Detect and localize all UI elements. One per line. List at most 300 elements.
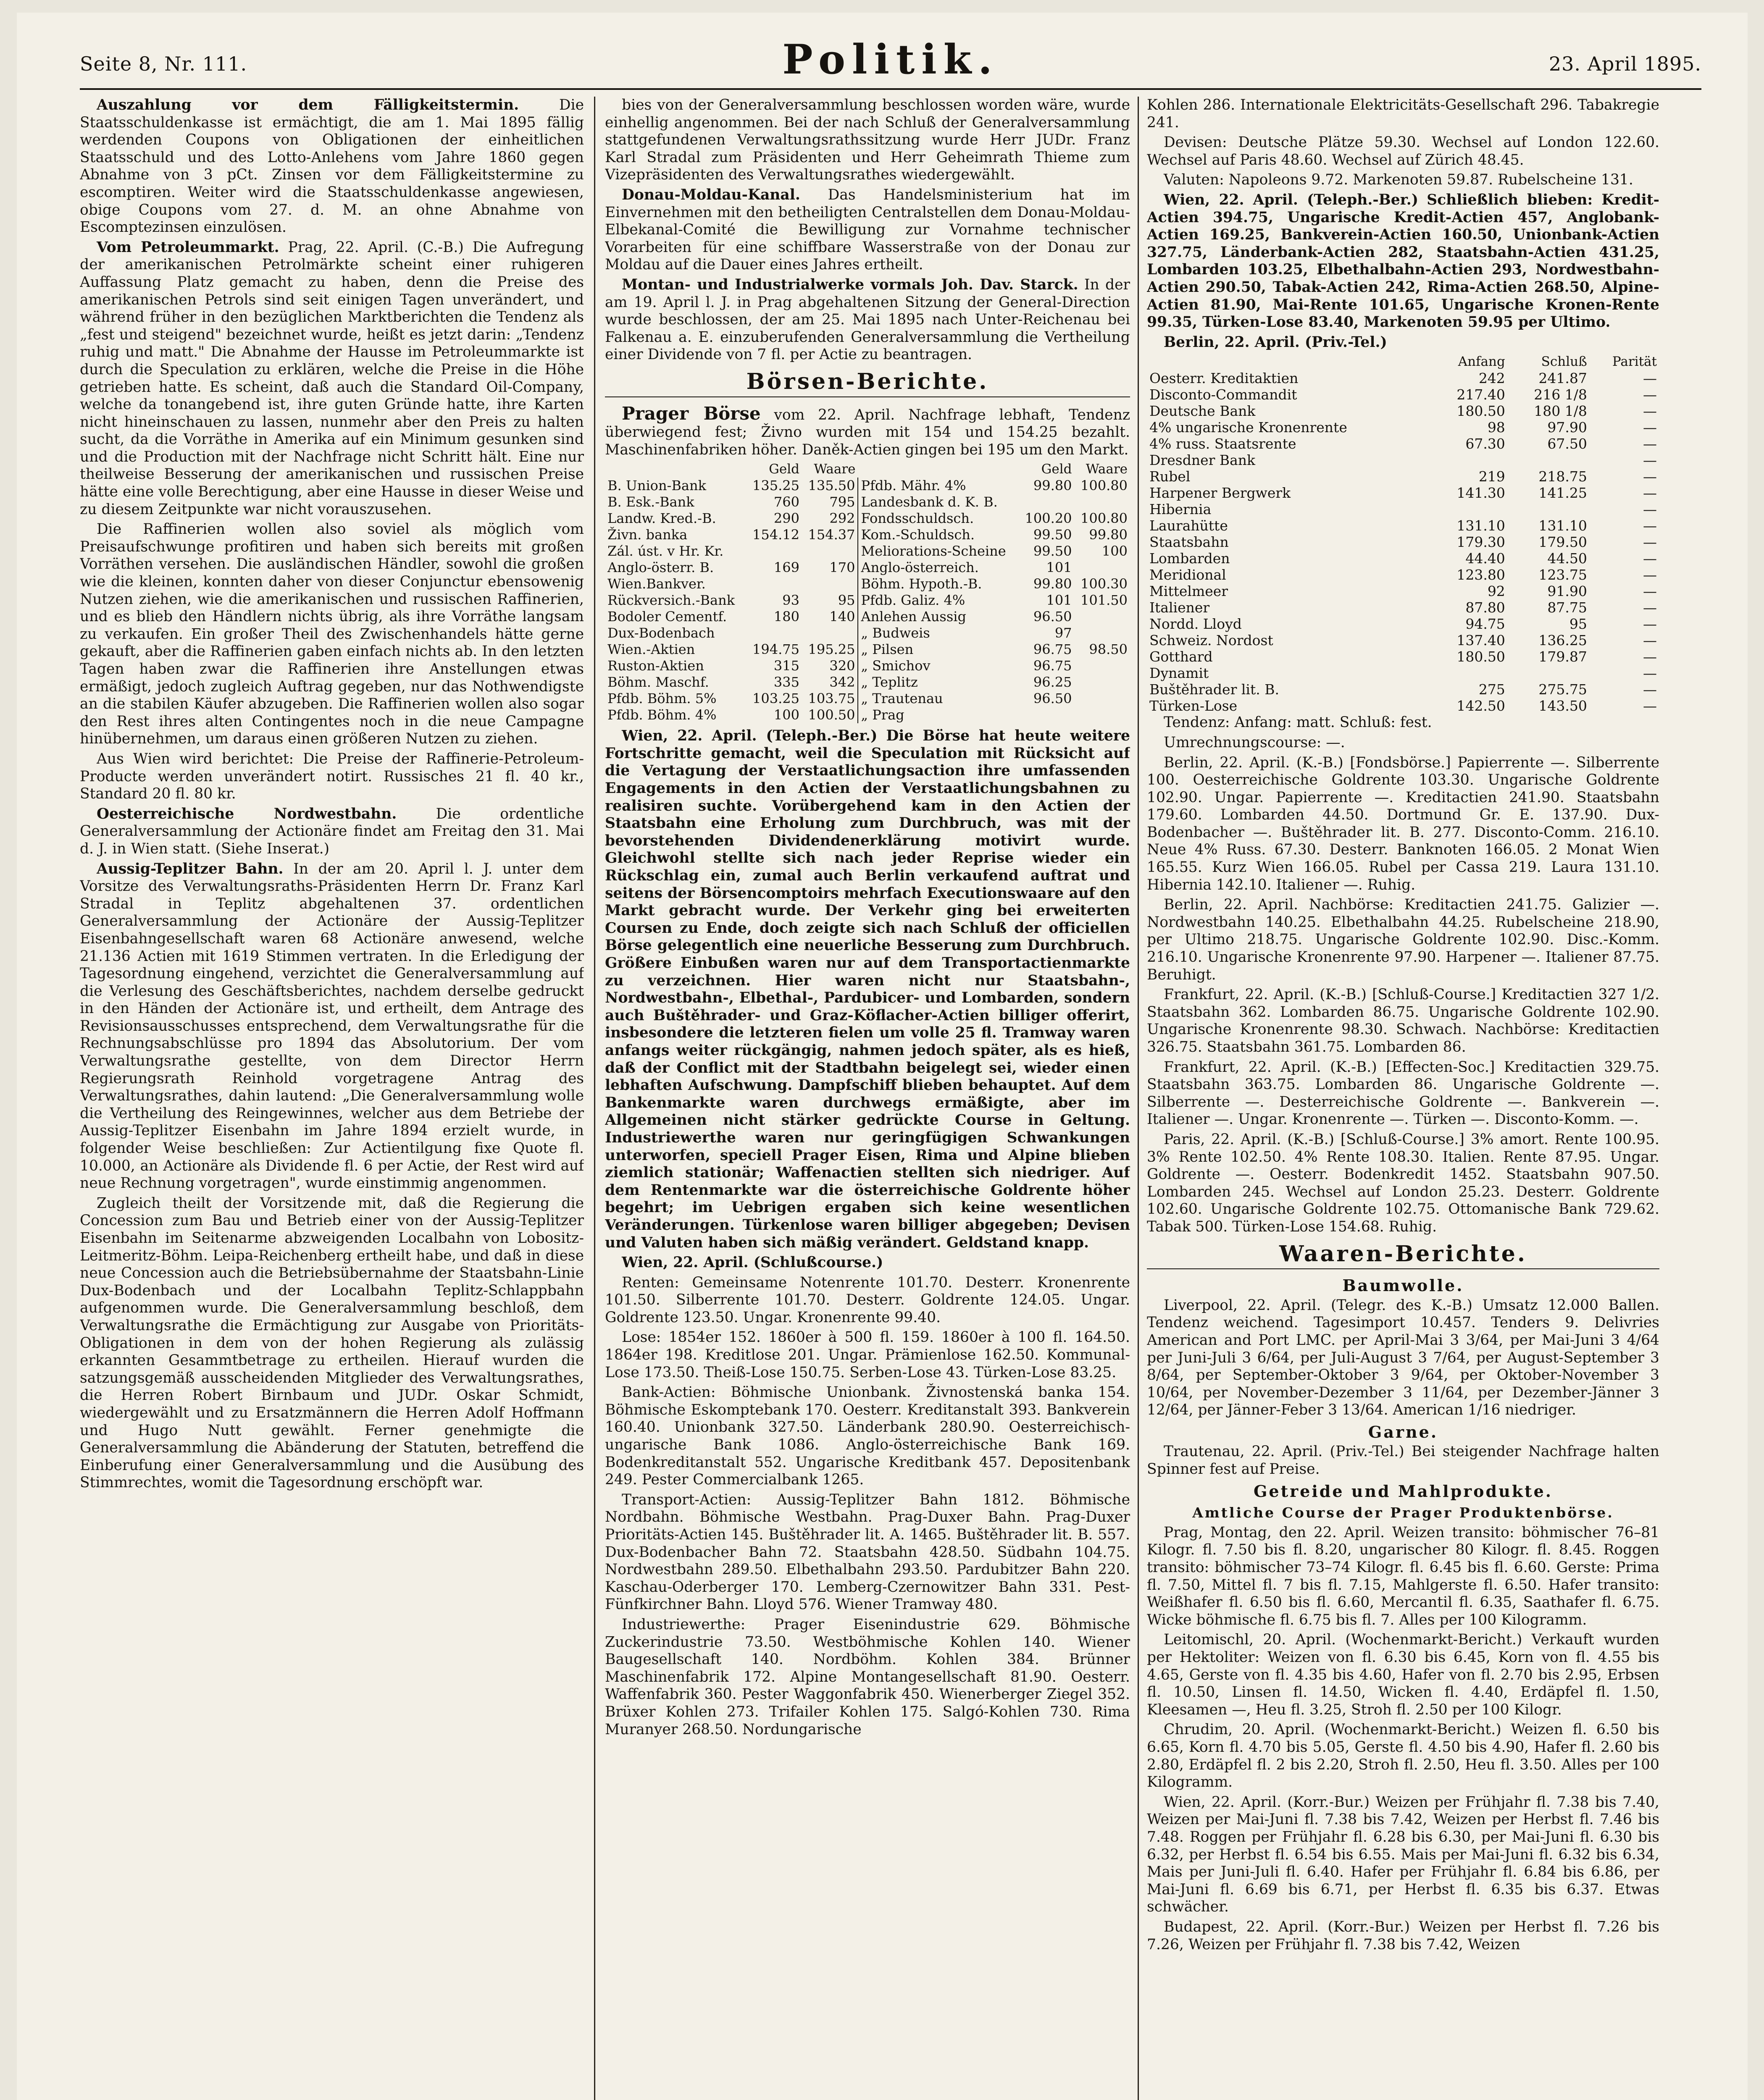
table-cell: Anlehen Aussig (858, 609, 1019, 625)
article-body: In der am 19. April l. J. in Prag abgehaltenen Sitzung der General-Direction wurde beschlossen, der am 25. Mai 1895 nach Unter-Reichenau bei Falkenau a. E. einzuberufenden Generalversammlung die Vertheilung einer Dividende von 7 fl. per Actie zu beantragen. (605, 276, 1130, 363)
table-cell: 136.25 (1538, 632, 1587, 649)
quote-lose: Lose: 1854er 152. 1860er à 500 fl. 159. 1860er à 100 fl. 164.50. 1864er 198. Kreditlose 201. Ungar. Prämienlose 162.50. Kommunal-Lose 173.50. Theiß-Lose 150.75. Serben-Lose 43. Türken-Lose 83.25. (605, 1329, 1130, 1381)
section-heading-waaren: Waaren-Berichte. (1147, 1245, 1659, 1270)
prague-quotes-table (605, 461, 1130, 723)
column-3 (1147, 97, 1659, 2100)
table-cell: Italiener (1149, 599, 1210, 616)
table-cell: — (1643, 616, 1657, 633)
table-row (1147, 534, 1659, 550)
table-row (605, 543, 1130, 559)
table-cell: Dux-Bodenbach (607, 625, 715, 641)
table-cell (802, 576, 858, 592)
table-cell (1075, 658, 1130, 674)
column-header: Geld (769, 462, 799, 477)
table-cell: 100.30 (1080, 576, 1128, 592)
quote-transport: Transport-Actien: Aussig-Teplitzer Bahn 1812. Böhmische Nordbahn. Böhmische Westbahn. Prag-Duxer Bahn. Prag-Duxer Prioritäts-Actien 145. Buštěhrader lit. A. 1465. Buštěhrader lit. B. 557. Dux-Bodenbacher Bahn 72. Staatsbahn 428.50. Südbahn 104.75. Nordwestbahn 289.50. Elbethalbahn 293.50. Pardubitzer Bahn 220. Kaschau-Oderberger 170. Lemberg-Czernowitzer Bahn 331. Pest-Fünfkirchner Bahn. Lloyd 576. Wiener Tramway 480. (605, 1491, 1130, 1613)
table-cell: — (1643, 599, 1657, 616)
table-cell: Dynamit (1149, 665, 1209, 682)
article-body: Die Staatsschuldenkasse ist ermächtigt, die am 1. Mai 1895 fällig werdenden Coupons von Obligationen der einheitlichen Staatsschuld und des Lotto-Anlehens vom Jahre 1860 gegen Abnahme von 3 pCt. Zinsen vor dem Fälligkeitstermine zu escomptiren. Weiter wird die Staatsschuldenkasse angewiesen, obige Coupons vom 27. d. M. an ohne Abnahme von Escomptezinsen einzulösen. (80, 97, 584, 236)
table-cell: 93 (782, 592, 799, 609)
table-cell: B. Esk.-Bank (607, 494, 694, 510)
table-cell: 218.75 (1538, 468, 1587, 485)
article-body: vom 22. April. Nachfrage lebhaft, Tendenz überwiegend fest; Živno wurden mit 154 und 154.25 bezahlt. Maschinenfabriken höher. Daněk-Actien gingen bei 195 um den Markt. (605, 406, 1130, 458)
table-cell: „ Smichov (858, 658, 1019, 674)
article-body: In der am 20. April l. J. unter dem Vorsitze des Verwaltungsraths-Präsidenten Herrn Dr. Franz Karl Stradal in Teplitz abgehaltenen 37. ordentlichen Generalversammlung der Actionäre der Aussig-Teplitzer Eisenbahngesellschaft waren 68 Actionäre anwesend, welche 21.136 Actien mit 1619 Stimmen vertraten. In die Erledigung der Tagesordnung eingehend, verzichtet die Generalversammlung auf die Verlesung des Geschäftsberichtes, nachdem derselbe gedruckt in den Händen der Actionäre ist, und ertheilt, dem Antrage des Revisionsausschusses entsprechend, dem Verwaltungsrathe für die Rechnungsabschlüsse pro 1894 das Absolutorium. Der vom Verwaltungsrathe gestellte, von dem Director Herrn Regierungsrath Reinhold vorgetragene Antrag des Verwaltungsrathes, dahin lautend: „Die Generalversammlung wolle die Vertheilung des Reingewinnes, welcher aus dem Betriebe der Aussig-Teplitzer Eisenbahn im Jahre 1894 erzielt wurde, in folgender Weise beschließen: Zur Actientilgung fixe Quote fl. 10.000, an Actionäre als Dividende fl. 6 per Actie, der Rest wird auf neue Rechnung vorgetragen", wurde einstimmig angenommen. (80, 860, 584, 1192)
table-cell: 4% russ. Staatsrente (1149, 436, 1296, 452)
table-header-row (1147, 354, 1659, 370)
table-cell: „ Budweis (858, 625, 1019, 641)
table-row (1147, 452, 1659, 468)
table-cell: 101 (1046, 592, 1072, 609)
table-cell: 95 (1569, 616, 1587, 633)
quote-wien-getreide: Wien, 22. April. (Korr.-Bur.) Weizen per Frühjahr fl. 7.38 bis 7.40, Weizen per Mai-Juni fl. 7.38 bis 7.42, Weizen per Herbst fl. 7.46 bis 7.48. Roggen per Frühjahr fl. 6.28 bis 6.30, per Mai-Juni fl. 6.30 bis 6.32, per Herbst fl. 6.54 bis 6.55. Mais per Mai-Juni fl. 6.32 bis 6.34, Mais per Juni-Juli fl. 6.40. Hafer per Frühjahr fl. 6.84 bis 6.86, per Mai-Juni fl. 6.69 bis 6.71, per Herbst fl. 6.35 bis 6.37. Etwas schwächer. (1147, 1793, 1659, 1916)
table-cell: Bodoler Cementf. (607, 609, 727, 625)
table-cell: 194.75 (752, 641, 799, 658)
table-header-row (605, 461, 1130, 478)
article-aussig-teplitz (80, 861, 584, 1192)
table-cell: „ Prag (858, 707, 1019, 723)
article-body: Aus Wien wird berichtet: Die Preise der Raffinerie-Petroleum-Producte werden unverändert notirt. Russisches 21 fl. 40 kr., Standard 20 fl. 80 kr. (80, 750, 584, 803)
table-cell: „ Trautenau (858, 690, 1019, 707)
table-row (605, 478, 1130, 494)
column-divider (594, 97, 595, 2100)
quote-chrudim: Chrudim, 20. April. (Wochenmarkt-Bericht.) Weizen fl. 6.50 bis 6.65, Korn fl. 4.70 bis 5.05, Gerste fl. 4.50 bis 4.90, Hafer fl. 2.60 bis 2.80, Erdäpfel fl. 2 bis 2.20, Stroh fl. 2.50, Heu fl. 3.50. Alles per 100 Kilogramm. (1147, 1721, 1659, 1791)
table-cell: 320 (829, 658, 855, 674)
table-cell: Böhm. Maschf. (607, 674, 709, 690)
table-cell: — (1643, 550, 1657, 567)
table-cell: Fondsschuldsch. (858, 510, 1019, 527)
table-cell (1432, 452, 1507, 468)
article-heading: Montan- und Industrialwerke vormals Joh. Dav. Starck. (622, 276, 1078, 293)
table-row (1147, 501, 1659, 517)
column-2 (605, 97, 1130, 2100)
table-cell: 180 (773, 609, 799, 625)
table-cell: 140 (829, 609, 855, 625)
table-cell: 103.25 (752, 690, 799, 707)
table-cell: Laurahütte (1149, 517, 1228, 534)
table-cell: 219 (1478, 468, 1505, 485)
table-cell: 241.87 (1538, 370, 1587, 387)
quote-leitomischl: Leitomischl, 20. April. (Wochenmarkt-Bericht.) Verkauft wurden per Hektoliter: Weizen von fl. 6.30 bis 6.45, Korn von fl. 4.55 bis 4.65, Gerste von fl. 4.35 bis 4.60, Hafer von fl. 2.70 bis 2.95, Erbsen fl. 10.50, Linsen fl. 14.50, Wicken fl. 4.40, Erdäpfel fl. 1.50, Kleesamen —, Heu fl. 3.25, Stroh fl. 2.50 per 100 Kilogr. (1147, 1631, 1659, 1718)
column-header: Anfang (1458, 354, 1505, 370)
article-heading: Oesterreichische Nordwestbahn. (97, 805, 397, 822)
quote-renten: Renten: Gemeinsame Notenrente 101.70. Desterr. Kronenrente 101.50. Silberrente 101.70. Desterr. Goldrente 124.05. Ungar. Goldrente 123.50. Ungar. Kronenrente 99.40. (605, 1274, 1130, 1326)
table-cell: „ Teplitz (858, 674, 1019, 690)
table-cell: Ruston-Aktien (607, 658, 704, 674)
table-cell: 91.90 (1547, 583, 1587, 600)
table-cell: Pfdb. Böhm. 4% (607, 707, 717, 723)
table-cell: 96.50 (1033, 690, 1072, 707)
column-header: Waare (814, 462, 856, 477)
table-cell: — (1643, 534, 1657, 551)
table-cell: Wien.Bankver. (607, 576, 706, 592)
table-cell: B. Union-Bank (607, 478, 706, 494)
table-cell (747, 625, 802, 641)
table-row (1147, 567, 1659, 583)
table-cell: 179.30 (1456, 534, 1505, 551)
quote-frankfurt: Frankfurt, 22. April. (K.-B.) [Schluß-Course.] Kreditactien 327 1/2. Staatsbahn 362. Lombarden 86.75. Ungarische Goldrente 102.90. Ungarische Kronenrente 98.30. Schwach. Nachbörse: Kreditactien 326.75. Staatsbahn 361.75. Lombarden 86. (1147, 986, 1659, 1055)
table-row (1147, 419, 1659, 436)
quote-budapest: Budapest, 22. April. (Korr.-Bur.) Weizen per Herbst fl. 7.26 bis 7.26, Weizen per Frühjahr fl. 7.38 bis 7.42, Weizen (1147, 1918, 1659, 1953)
table-cell: Oesterr. Kreditaktien (1149, 370, 1299, 387)
column-header: Parität (1612, 354, 1657, 370)
table-cell: 92 (1487, 583, 1505, 600)
table-cell: 131.10 (1538, 517, 1587, 534)
table-cell: Gotthard (1149, 648, 1213, 665)
table-body (1147, 370, 1659, 714)
quote-frankfurt-effecten: Frankfurt, 22. April. (K.-B.) [Effecten-Soc.] Kreditactien 329.75. Staatsbahn 363.75. Lombarden 86. Ungarische Goldrente —. Silberrente —. Desterreichische Goldrente —. Bankverein —. Italiener —. Ungar. Kronenrente —. Türken —. Disconto-Komm. —. (1147, 1058, 1659, 1128)
table-cell: 99.50 (1033, 527, 1072, 543)
table-cell (1075, 609, 1130, 625)
table-cell: Kom.-Schuldsch. (858, 527, 1019, 543)
berlin-quotes-table (1147, 354, 1659, 714)
table-cell: 96.75 (1033, 658, 1072, 674)
table-cell: 100.80 (1080, 478, 1128, 494)
table-cell: 100 (773, 707, 799, 723)
article-auszahlung (80, 97, 584, 236)
table-cell (1075, 494, 1130, 510)
table-cell: 100.20 (1025, 510, 1072, 527)
table-cell: Anglo-österreich. (858, 559, 1019, 576)
article-heading: Auszahlung vor dem Fälligkeitstermin. (97, 97, 519, 113)
article-heading: Aussig-Teplitzer Bahn. (97, 860, 284, 877)
table-row (605, 674, 1130, 690)
table-cell: 180.50 (1456, 648, 1505, 665)
article-heading: Berlin, 22. April. (Priv.-Tel.) (1164, 333, 1387, 351)
table-cell: — (1643, 452, 1657, 469)
table-cell: Disconto-Commandit (1149, 386, 1297, 403)
issue-date: 23. April 1895. (1548, 52, 1701, 75)
table-cell: 96.75 (1033, 641, 1072, 658)
table-cell: 94.75 (1465, 616, 1505, 633)
table-row (605, 494, 1130, 510)
table-cell: 96.25 (1033, 674, 1072, 690)
table-cell: Landesbank d. K. B. (858, 494, 1019, 510)
article-prager-boerse (605, 405, 1130, 459)
table-cell (1508, 501, 1590, 517)
article-body: Die Börse hat heute weitere Fortschritte gemacht, weil die Speculation mit Rücksicht auf die Vertagung der Verstaatlichungsaction ihre umfassenden Engagements in den Actien der Verstaatlichungsbahnen zu realisiren suchte. Vorübergehend kam in den Actien der Staatsbahn eine Erholung zum Durchbruch, was mit der bevorstehenden Dividendenerklärung motivirt wurde. Gleichwohl stellte sich nach jeder Reprise wieder ein Rückschlag ein, zumal auch Berlin verkaufend auftrat und seitens der Börsencomptoirs mehrfach Executionswaare auf den Markt gebracht wurde. Der Verkehr ging bei erweiterten Coursen zu Ende, doch zeigte sich nach Schluß der officiellen Börse gelegentlich eine neuerliche Besserung zum Durchbruch. Größere Einbußen waren nur auf dem Transportactienmarkte zu verzeichnen. Hier waren nicht nur Staatsbahn-, Nordwestbahn-, Elbethal-, Pardubicer- und Lombarden, sondern auch Buštěhrader- und Graz-Köflacher-Actien billiger offerirt, insbesondere die letzteren fielen um volle 25 fl. Tramway waren anfangs weiter rückgängig, nahmen jedoch später, als es hieß, daß der Conflict mit der Stadtbahn beigelegt sei, wieder einen lebhaften Aufschwung. Dampfschiff blieben behauptet. Auf dem Bankenmarkte waren durchwegs ermäßigte, aber im Allgemeinen nicht stärker gedrückte Course in Geltung. Industriewerthe waren nur geringfügigen Schwankungen unterworfen, speciell Prager Eisen, Rima und Alpine blieben ziemlich stationär; Waffenactien stellten sich niedriger. Auf dem Rentenmarkte war die österreichische Goldrente höher begehrt; im Uebrigen ergaben sich keine wesentlichen Veränderungen. Türkenlose waren billiger abgegeben; Devisen und Valuten haben sich mäßig verändert. Geldstand knapp. (605, 727, 1130, 1251)
table-cell: Türken-Lose (1149, 698, 1238, 714)
table-cell: 143.50 (1538, 698, 1587, 714)
table-cell: — (1643, 567, 1657, 583)
article-wien-schlusscourse (605, 1254, 1130, 1272)
article-heading: Prager Börse (622, 403, 761, 424)
table-cell: 100 (1102, 543, 1128, 559)
table-cell: 154.12 (752, 527, 799, 543)
table-cell: Harpener Bergwerk (1149, 485, 1291, 501)
table-row (1147, 648, 1659, 665)
table-row (605, 527, 1130, 543)
table-row (605, 641, 1130, 658)
table-cell (1075, 674, 1130, 690)
column-header (858, 461, 1019, 478)
table-cell: Schweiz. Nordost (1149, 632, 1273, 649)
umrechnung-line: Umrechnungscourse: —. (1164, 734, 1345, 751)
table-cell: Anglo-österr. B. (607, 559, 714, 576)
column-divider (1138, 97, 1139, 2100)
table-row (1147, 468, 1659, 485)
article-body: bies von der Generalversammlung beschlossen worden wäre, wurde einhellig angenommen. Bei der nach Schluß der Generalversammlung stattgefundenen Verwaltungsrathssitzung wurde Herr JUDr. Franz Karl Stradal zum Präsidenten und Herr Geheimrath Thieme zum Vizepräsidenten des Verwaltungsrathes wiedergewählt. (605, 97, 1130, 184)
article-body: Das Handelsministerium hat im Einvernehmen mit den betheiligten Centralstellen dem Donau-Moldau-Elbekanal-Comité die Bewilligung zur Vornahme technischer Vorarbeiten für eine schiffbare Wasserstraße von der Donau zur Moldau auf die Dauer eines Jahres ertheilt. (605, 186, 1130, 273)
table-cell: Deutsche Bank (1149, 403, 1256, 420)
table-cell (1019, 707, 1074, 723)
quote-continued: Kohlen 286. Internationale Elektricitäts-Gesellschaft 296. Tabakregie 241. (1147, 97, 1659, 131)
table-cell: Dresdner Bank (1149, 452, 1256, 469)
table-cell: Mittelmeer (1149, 583, 1228, 600)
article-berlin (1147, 334, 1659, 352)
table-cell: Buštěhrader lit. B. (1149, 681, 1279, 698)
quote-liverpool: Liverpool, 22. April. (Telegr. des K.-B.) Umsatz 12.000 Ballen. Tendenz weichend. Tagesimport 10.457. Tenders 9. Delivries American and Port LMC. per April-Mai 3 3/64, per Mai-Juni 3 4/64 per Juni-Juli 3 6/64, per Juli-August 3 7/64, per August-September 3 8/64, per September-Oktober 3 9/64, per Oktober-November 3 10/64, per November-Dezember 3 11/64, per Dezember-Jänner 3 12/64, per Jänner-Feber 3 13/64. American 1/16 niedriger. (1147, 1297, 1659, 1419)
table-row (1147, 583, 1659, 599)
table-cell (1508, 665, 1590, 681)
table-cell: 195.25 (808, 641, 855, 658)
quote-trautenau: Trautenau, 22. April. (Priv.-Tel.) Bei steigender Nachfrage halten Spinner fest auf Preise. (1147, 1443, 1659, 1478)
subsection-baumwolle: Baumwolle. (1342, 1276, 1464, 1295)
article-petroleum (80, 239, 584, 519)
table-cell: — (1643, 485, 1657, 501)
quote-industrie: Industriewerthe: Prager Eisenindustrie 629. Böhmische Zuckerindustrie 73.50. Westböhmische Kohlen 140. Wiener Baugesellschaft 140. Nordböhm. Kohlen 384. Brünner Maschinenfabrik 172. Alpine Montangesellschaft 81.90. Oesterr. Waffenfabrik 360. Pester Waggonfabrik 450. Wienerberger Ziegel 352. Brüxer Kohlen 273. Trifailer Kohlen 175. Salgó-Kohlen 730. Rima Muranyer 268.50. Nordungarische (605, 1616, 1130, 1738)
table-cell: 216 1/8 (1534, 386, 1587, 403)
table-cell (1075, 559, 1130, 576)
table-cell: Pfdb. Böhm. 5% (607, 690, 717, 707)
table-cell: 141.30 (1456, 485, 1505, 501)
table-cell: Živn. banka (607, 527, 688, 543)
table-cell: 179.87 (1538, 648, 1587, 665)
newspaper-page (17, 13, 1748, 2100)
table-row (605, 690, 1130, 707)
table-cell: Pfdb. Mähr. 4% (858, 478, 1019, 494)
table-cell: — (1643, 517, 1657, 534)
table-cell: 275 (1478, 681, 1505, 698)
table-cell: — (1643, 681, 1657, 698)
table-cell: 67.30 (1465, 436, 1505, 452)
table-cell: 101 (1046, 559, 1072, 576)
article-wien-schluss (1147, 192, 1659, 331)
table-row (605, 625, 1130, 641)
table-cell: Meliorations-Scheine (858, 543, 1019, 559)
table-cell (1075, 625, 1130, 641)
table-cell: — (1643, 436, 1657, 452)
table-row (1147, 386, 1659, 403)
article-donau-moldau (605, 186, 1130, 274)
table-cell: 170 (829, 559, 855, 576)
table-cell: 335 (773, 674, 799, 690)
table-cell: 123.75 (1538, 567, 1587, 583)
table-row (605, 510, 1130, 527)
table-cell: 4% ungarische Kronenrente (1149, 419, 1347, 436)
table-cell: 100.50 (808, 707, 855, 723)
table-cell (1432, 501, 1507, 517)
tendenz-line: Tendenz: Anfang: matt. Schluß: fest. (1164, 714, 1432, 731)
table-cell: — (1643, 665, 1657, 682)
article-body: Die ordentliche Generalversammlung der Actionäre findet am Freitag den 31. Mai d. J. in Wien statt. (Siehe Inserat.) (80, 805, 584, 857)
table-cell: Staatsbahn (1149, 534, 1229, 551)
table-cell: 123.80 (1456, 567, 1505, 583)
table-cell: — (1643, 468, 1657, 485)
table-cell: — (1643, 386, 1657, 403)
table-row (1147, 370, 1659, 386)
article-body: Zugleich theilt der Vorsitzende mit, daß die Regierung die Concession zum Bau und Betrieb einer von der Aussig-Teplitzer Eisenbahn im Seitenarme abzweigenden Localbahn von Lobositz-Leitmeritz-Böhm. Leipa-Reichenberg ertheilt habe, und daß in diese neue Concession auch die Betriebsübernahme der Staatsbahn-Linie Dux-Bodenbach und der Localbahn Teplitz-Schlappbahn aufgenommen wurde. Die Generalversammlung beschloß, dem Verwaltungsrathe die Ermächtigung zur Ausgabe von Prioritäts-Obligationen in dem von der hohen Regierung als zulässig erkannten Gesammtbetrage zu ertheilen. Hierauf wurden die satzungsgemäß ausscheidenden Mitglieder des Verwaltungsrathes, die Herren Robert Birnbaum und JUDr. Oskar Schmidt, wiedergewählt und zu Ersatzmännern die Herren Adolf Hoffmann und Hugo Nutt gewählt. Ferner genehmigte die Generalversammlung die Abänderung der Statuten, betreffend die Einberufung einer Generalversammlung und die Ausübung des Stimmrechtes, womit die Tagesordnung erschöpft war. (80, 1194, 584, 1491)
table-cell: 795 (829, 494, 855, 510)
table-cell (1508, 452, 1590, 468)
quote-paris: Paris, 22. April. (K.-B.) [Schluß-Course.] 3% amort. Rente 100.95. 3% Rente 102.50. 4% Rente 108.30. Italien. Rente 87.95. Ungar. Goldrente —. Oesterr. Bodenkredit 1452. Staatsbahn 907.50. Lombarden 245. Wechsel auf London 25.23. Desterr. Goldrente 102.60. Ungarische Goldrente 102.75. Ottomanische Bank 729.62. Tabak 500. Türken-Lose 154.68. Ruhig. (1147, 1131, 1659, 1235)
article-heading: Wien, 22. April. (Schlußcourse.) (622, 1254, 883, 1271)
quote-devisen: Devisen: Deutsche Plätze 59.30. Wechsel auf London 122.60. Wechsel auf Paris 48.60. Wechsel auf Zürich 48.45. (1147, 134, 1659, 168)
table-cell: 87.75 (1547, 599, 1587, 616)
table-row (605, 576, 1130, 592)
article-body: Die Raffinerien wollen also soviel als möglich vom Preisaufschwunge profitiren und haben sich bereits mit großen Vorräthen versehen. Die ausländischen Händler, sowohl die großen wie die kleinen, konnten daher von dieser Conjunctur ebensowenig Nutzen ziehen, wie die amerikanischen und russischen Raffinerien, und es blieb den Händlern nichts übrig, als ihre Vorräthe langsam zu verkaufen. Ein großer Theil des Zwischenhandels hätte gerne gekauft, aber die Raffinerien gaben einfach nichts ab. In den letzten Tagen haben zwar die Raffinerien ihre Anstellungen etwas ermäßigt, jedoch zugleich Auftrag gegeben, nur das Nothwendigste an die stabilen Käufer abzugeben. Die Raffinerien wollen also sogar den Rest ihres alten Contingentes noch in die neue Campagne hinübernehmen, um daraus einen größeren Nutzen zu ziehen. (80, 521, 584, 748)
table-cell: Pfdb. Galiz. 4% (858, 592, 1019, 609)
table-body (605, 478, 1130, 723)
table-cell (1019, 494, 1074, 510)
table-cell: 100.80 (1080, 510, 1128, 527)
column-header: Geld (1041, 462, 1072, 477)
table-cell: — (1643, 583, 1657, 600)
quote-prag-getreide: Prag, Montag, den 22. April. Weizen transito: böhmischer 76–81 Kilogr. fl. 7.50 bis fl. 8.20, ungarischer 80 Kilogr. fl. 8.45. Roggen transito: böhmischer 73–74 Kilogr. fl. 6.45 bis fl. 6.60. Gerste: Prima fl. 7.50, Mittel fl. 7 bis fl. 7.15, Mahlgerste fl. 6.50. Hafer transito: Weißhafer fl. 6.50 bis fl. 6.60, Mercantil fl. 6.35, Saathafer fl. 6.75. Wicke böhmische fl. 6.75 bis fl. 7. Alles per 100 Kilogramm. (1147, 1524, 1659, 1628)
table-cell: Hibernia (1149, 501, 1212, 518)
table-cell: 292 (829, 510, 855, 527)
table-row (1147, 436, 1659, 452)
table-cell: — (1643, 403, 1657, 420)
table-cell: Zál. úst. v Hr. Kr. (607, 543, 724, 559)
column-header: Waare (1086, 462, 1128, 477)
table-row (1147, 616, 1659, 632)
section-heading-boersen: Börsen-Berichte. (605, 373, 1130, 397)
table-cell: 141.25 (1538, 485, 1587, 501)
table-cell: 99.80 (1033, 478, 1072, 494)
column-header (605, 461, 747, 478)
article-montan (605, 276, 1130, 364)
table-cell (747, 576, 802, 592)
table-cell: 135.50 (808, 478, 855, 494)
table-cell: 135.25 (752, 478, 799, 494)
table-cell: 99.80 (1089, 527, 1128, 543)
table-cell (1075, 707, 1130, 723)
table-row (605, 658, 1130, 674)
table-row (605, 707, 1130, 723)
table-cell: 142.50 (1456, 698, 1505, 714)
table-cell: 180 1/8 (1534, 403, 1587, 420)
table-cell: 315 (773, 658, 799, 674)
table-cell: 760 (773, 494, 799, 510)
table-cell: Rückversich.-Bank (607, 592, 735, 609)
table-row (1147, 681, 1659, 698)
table-cell: 98 (1487, 419, 1505, 436)
article-nordwestbahn (80, 806, 584, 858)
table-cell: Böhm. Hypoth.-B. (858, 576, 1019, 592)
article-body: Prag, 22. April. (C.-B.) Die Aufregung der amerikanischen Petrolmärkte scheint einer ruhigeren Auffassung Platz gemacht zu haben, denn die Preise des amerikanischen Petrols sind seit einigen Tagen unverändert, und während früher in den bezüglichen Marktberichten die Tendenz als „fest und steigend" bezeichnet wurde, heißt es jetzt darin: „Tendenz ruhig und matt." Die Abnahme der Hausse im Petroleummarkte ist durch die Speculation zu erklären, welche die Preise in die Höhe getrieben hatte. Es scheint, daß auch die Standard Oil-Company, welche da tonangebend ist, ihre guten Gründe hatte, ihre Karten nicht hineinschauen zu lassen, nunmehr aber den Preis zu halten sucht, da die Vorräthe in Amerika auf ein Minimum gesunken sind und die Production mit der Nachfrage nicht Schritt hält. Eine nur theilweise Besserung der amerikanischen und russischen Preise hätte eine volle Berechtigung, aber eine Hausse in dieser Weise und zu diesem Zeitpunkte war nicht vorauszusehen. (80, 239, 584, 518)
table-cell: 97 (1054, 625, 1072, 641)
table-cell: 179.50 (1538, 534, 1587, 551)
article-body: Schließlich blieben: Kredit-Actien 394.75, Ungarische Kredit-Actien 457, Anglobank-Actien 169.25, Bankverein-Actien 160.50, Unionbank-Actien 327.75, Länderbank-Actien 282, Staatsbahn-Actien 431.25, Lombarden 103.25, Elbethalbahn-Actien 293, Nordwestbahn-Actien 290.50, Tabak-Actien 242, Rima-Actien 268.50, Alpine-Actien 81.90, Mai-Rente 101.65, Ungarische Kronen-Rente 99.35, Türken-Lose 83.40, Markenoten 59.95 per Ultimo. (1147, 191, 1659, 331)
table-cell: — (1643, 632, 1657, 649)
table-cell: 67.50 (1547, 436, 1587, 452)
table-cell (747, 543, 802, 559)
table-cell: Nordd. Lloyd (1149, 616, 1242, 633)
table-row (605, 609, 1130, 625)
table-row (1147, 403, 1659, 419)
table-row (605, 592, 1130, 609)
table-cell: 87.80 (1465, 599, 1505, 616)
article-heading: Donau-Moldau-Kanal. (622, 186, 800, 203)
subsection-getreide-sub: Amtliche Course der Prager Produktenbörse. (1192, 1504, 1614, 1521)
table-cell (1075, 690, 1130, 707)
table-cell (802, 625, 858, 641)
table-cell: 154.37 (808, 527, 855, 543)
table-cell: 101.50 (1080, 592, 1128, 609)
table-cell: Rubel (1149, 468, 1191, 485)
table-cell: 169 (773, 559, 799, 576)
table-row (605, 559, 1130, 576)
table-cell: 98.50 (1089, 641, 1128, 658)
article-wien (605, 727, 1130, 1252)
article-heading: Vom Petroleummarkt. (97, 239, 279, 256)
table-row (1147, 485, 1659, 501)
table-row (1147, 698, 1659, 714)
table-cell: 275.75 (1538, 681, 1587, 698)
table-cell: Meridional (1149, 567, 1226, 583)
section-title: Politik. (782, 36, 999, 83)
quote-bank: Bank-Actien: Böhmische Unionbank. Živnostenská banka 154. Böhmische Eskomptebank 170. Oesterr. Kreditanstalt 393. Bankverein 160.40. Unionbank 327.50. Länderbank 280.90. Oesterreichisch-ungarische Bank 1086. Anglo-österreichische Bank 169. Bodenkreditanstalt 552. Ungarische Kreditbank 457. Depositenbank 249. Pester Commercialbank 1265. (605, 1384, 1130, 1488)
table-cell: — (1643, 370, 1657, 387)
table-cell: — (1643, 648, 1657, 665)
table-row (1147, 599, 1659, 616)
table-cell: — (1643, 698, 1657, 714)
table-cell: 97.90 (1547, 419, 1587, 436)
article-heading: Wien, 22. April. (Teleph.-Ber.) (622, 727, 878, 745)
column-header: Schluß (1541, 354, 1587, 370)
table-cell: Lombarden (1149, 550, 1230, 567)
table-cell: „ Pilsen (858, 641, 1019, 658)
table-row (1147, 550, 1659, 567)
table-row (1147, 632, 1659, 648)
column-1 (80, 97, 584, 2100)
header-rule (80, 88, 1701, 90)
table-cell: 99.80 (1033, 576, 1072, 592)
subsection-garne: Garne. (1368, 1422, 1438, 1441)
page-number: Seite 8, Nr. 111. (80, 52, 247, 75)
table-cell: 103.75 (808, 690, 855, 707)
table-cell: 96.50 (1033, 609, 1072, 625)
table-cell: 44.50 (1547, 550, 1587, 567)
table-cell: 342 (829, 674, 855, 690)
table-cell (1432, 665, 1507, 681)
table-cell: 131.10 (1456, 517, 1505, 534)
column-header (1147, 354, 1432, 370)
table-cell: 290 (773, 510, 799, 527)
table-cell: 217.40 (1456, 386, 1505, 403)
table-cell: 242 (1478, 370, 1505, 387)
subsection-getreide: Getreide und Mahlprodukte. (1253, 1481, 1553, 1501)
table-cell: 44.40 (1465, 550, 1505, 567)
table-cell (802, 543, 858, 559)
table-cell: Wien.-Aktien (607, 641, 695, 658)
table-row (1147, 665, 1659, 681)
quote-berlin-fonds: Berlin, 22. April. (K.-B.) [Fondsbörse.] Papierrente —. Silberrente 100. Oesterreichische Goldrente 103.30. Ungarische Goldrente 102.90. Ungar. Papierrente —. Kreditactien 241.90. Staatsbahn 179.60. Lombarden 44.50. Dortmund Gr. E. 137.90. Dux-Bodenbacher —. Buštěhrader lit. B. 277. Disconto-Comm. 216.10. Neue 4% Russ. 67.30. Desterr. Banknoten 166.05. 2 Monat Wien 165.55. Kurz Wien 166.05. Rubel per Cassa 219. Laura 131.10. Hibernia 142.10. Italiener —. Ruhig. (1147, 754, 1659, 893)
table-cell: 137.40 (1456, 632, 1505, 649)
table-cell: Landw. Kred.-B. (607, 510, 716, 527)
table-cell: 180.50 (1456, 403, 1505, 420)
table-row (1147, 517, 1659, 534)
quote-valuten: Valuten: Napoleons 9.72. Markenoten 59.87. Rubelscheine 131. (1164, 171, 1633, 189)
page-header (80, 36, 1701, 86)
table-cell: 95 (838, 592, 855, 609)
table-cell: — (1643, 501, 1657, 518)
table-cell: — (1643, 419, 1657, 436)
article-heading: Wien, 22. April. (Teleph.-Ber.) (1164, 191, 1419, 208)
quote-berlin-nachboerse: Berlin, 22. April. Nachbörse: Kreditactien 241.75. Galizier —. Nordwestbahn 140.25. Elbethalbahn 44.25. Rubelscheine 218.90, per Ultimo 218.75. Ungarische Goldrente 102.90. Disc.-Komm. 216.10. Ungarische Kronenrente 97.90. Harpener —. Italiener 87.75. Beruhigt. (1147, 896, 1659, 983)
table-cell: 99.50 (1033, 543, 1072, 559)
